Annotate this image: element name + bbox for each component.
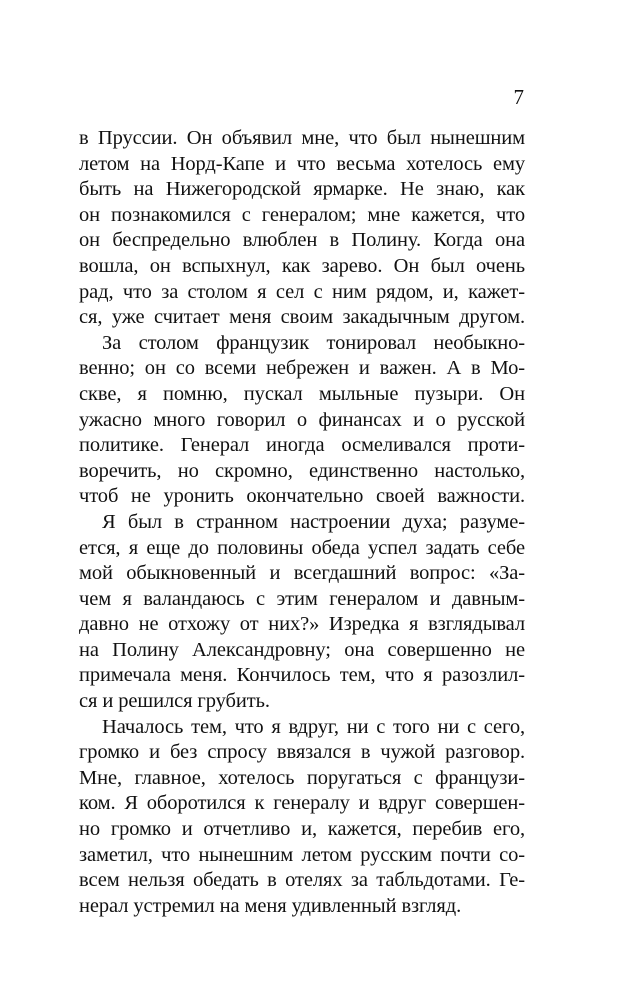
text-line: ется, я еще до половины обеда успел задать себе <box>79 536 525 559</box>
text-line: ся и решился грубить. <box>79 690 270 713</box>
text-line: чтоб не уронить окончательно своей важности. <box>79 485 525 508</box>
text-line: он познакомился с генералом; мне кажется, что <box>79 203 525 226</box>
text-line: мой обыкновенный и всегдашний вопрос: «За- <box>79 562 525 585</box>
paragraph <box>79 715 525 920</box>
text-line: Я был в странном настроении духа; разуме- <box>102 510 525 533</box>
text-line: быть на Нижегородской ярмарке. Не знаю, как <box>79 178 525 201</box>
text-line: всем нельзя обедать в отелях за табльдотами. Ге- <box>79 869 525 892</box>
text-line: нерал устремил на меня удивленный взгляд. <box>79 894 462 917</box>
text-line: вошла, он вспыхнул, как зарево. Он был очень <box>79 254 525 277</box>
text-line: он беспредельно влюблен в Полину. Когда она <box>79 229 525 252</box>
text-line: давно не отхожу от них?» Изредка я взглядывал <box>79 613 525 636</box>
text-line: воречить, но скромно, единственно настолько, <box>79 459 525 482</box>
paragraph <box>79 126 525 331</box>
text-line: политике. Генерал иногда осмеливался проти- <box>79 434 525 457</box>
text-line: заметил, что нынешним летом русским почти со- <box>79 843 525 866</box>
text-line: летом на Норд-Капе и что весьма хотелось ему <box>79 152 525 175</box>
text-line: ся, уже считает меня своим закадычным другом. <box>79 306 525 329</box>
text-line: скве, я помню, пускал мыльные пузыри. Он <box>79 382 525 405</box>
text-line: но громко и отчетливо и, кажется, перебив его, <box>79 818 525 841</box>
text-line: громко и без спросу ввязался в чужой разговор. <box>79 741 525 764</box>
paragraph <box>79 331 525 510</box>
text-line: в Пруссии. Он объявил мне, что был нынешним <box>79 127 525 149</box>
text-line: ужасно много говорил о финансах и о русской <box>79 408 525 431</box>
text-line: За столом французик тонировал необыкно- <box>102 331 525 354</box>
text-line: рад, что за столом я сел с ним рядом, и, кажет- <box>79 280 525 303</box>
page-number: 7 <box>513 85 524 109</box>
paragraph <box>79 510 525 715</box>
body-text <box>79 126 525 919</box>
text-line: венно; он со всеми небрежен и важен. А в Мо- <box>79 357 525 380</box>
text-line: примечала меня. Кончилось тем, что я разозлил- <box>79 664 525 687</box>
text-line: Началось тем, что я вдруг, ни с того ни с сего, <box>102 715 525 738</box>
text-line: ком. Я оборотился к генералу и вдруг совершен- <box>79 792 525 815</box>
text-line: чем я валандаюсь с этим генералом и давным- <box>79 587 525 610</box>
text-line: на Полину Александровну; она совершенно не <box>79 638 525 661</box>
text-line: Мне, главное, хотелось поругаться с французи- <box>79 766 525 789</box>
